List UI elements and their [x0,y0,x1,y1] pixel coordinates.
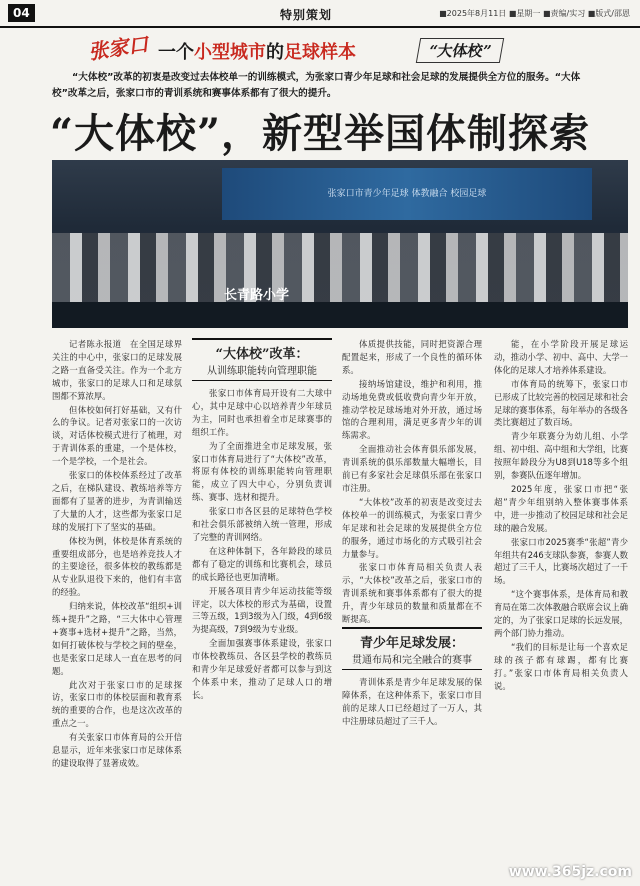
paragraph: 体校为例，体校是体育系统的重要组成部分，也是培养竞技人才的主要途径，很多体校的教练都是从专业队退役下来的，他们有丰富的经验。 [52,535,182,598]
column-3 [342,338,482,729]
paragraph: 张家口市各区县的足球特色学校和社会俱乐部被纳入统一管理，形成了完整的青训网络。 [192,506,332,542]
lead-paragraph: “大体校”改革的初衷是改变过去体校单一的训练模式，为张家口青少年足球和社会足球的发展提供全方位的服务。“大体校”改革之后，张家口市的青训系统和赛事体系都有了很大的提升。 [52,72,581,99]
series-banner [88,32,568,72]
paragraph: “这个赛事体系，是体育局和教育局在第二次体教融合联席会议上确定的，为了张家口足球的长远发展，两个部门协力推动。 [494,589,628,638]
paragraph: 2025年度，张家口市把“张超”青少年组别纳入整体赛事体系中，进一步推动了校园足球和社会足球的融合发展。 [494,483,628,533]
section-title: 特别策划 [280,8,333,22]
article-body [52,338,628,868]
subheading-reform: “大体校”改革： 从训练职能转向管理职能 [192,338,332,381]
paragraph: 张家口市2025赛季“张超”青少年组共有246支球队参赛，参赛人数超过了三千人，比赛场次超过了一千场。 [494,536,628,586]
stage-banner: 张家口市青少年足球 体教融合 校园足球 [222,168,592,220]
column-4 [494,338,628,693]
paragraph: 能，在小学阶段开展足球运动，推动小学、初中、高中、大学一体化的足球人才培养体系建设。 [494,339,628,375]
paragraph: 此次对于张家口市的足球探访，张家口市的体校层面和教育系统的重要的合作，也是这次改革的重点之一。 [52,679,182,729]
page-number: 04 [8,4,35,22]
paragraph: 全面加强赛事体系建设，张家口市体校教练员、各区县学校的教练员和青少年足球爱好者都可以参与到这个体系中来，推动了足球人口的增长。 [192,638,332,700]
page-header [0,0,640,28]
paragraph: 市体育局的统筹下，张家口市已形成了比较完善的校园足球和社会足球的赛事体系，每年举办的各级各类比赛超过了数百场。 [494,378,628,428]
watermark: www.365jz.com [508,864,632,880]
paragraph: 全面推动社会体育俱乐部发展，青训系统的俱乐部数量大幅增长，目前已有多家社会足球俱乐部在张家口市注册。 [342,444,482,493]
paragraph: 有关张家口市体育局的公开信息显示，近年来张家口市足球体系的建设取得了显著成效。 [52,732,182,768]
paragraph: 接纳场馆建设，维护和利用，推动场地免费或低收费向青少年开放，推动学校足球场地对外开放，通过场馆的合理利用，满足更多青少年的训练需求。 [342,378,482,441]
school-label: 长青路小学 [224,288,290,303]
news-photo [52,160,628,328]
paragraph: 体质提供技能，同时把资源合理配置起来，形成了一个良性的循环体系。 [342,339,482,375]
series-brand: 张家口 [86,31,150,65]
paragraph: 张家口市体育局开设有二大球中心，其中足球中心以培养青少年球员为主，同时也承担着全市足球赛事的组织工作。 [192,388,332,437]
paragraph: 为了全面推进全市足球发展，张家口市体育局进行了“大体校”改革，将原有体校的训练职能转向管理职能，成立了四大中心，分别负责训练、赛事、选材和提升。 [192,440,332,503]
series-tag: “大体校” [416,38,505,63]
column-1 [52,338,182,771]
subheading-youth: 青少年足球发展： 贯通布局和完全融合的赛事 [342,627,482,670]
paragraph: 记者陈永报道 在全国足球界关注的中心中，张家口的足球发展之路一直备受关注。作为一个北方城市，张家口的足球人口和足球氛围都不算浓厚。 [52,339,182,401]
photo-floor [52,302,628,328]
paragraph: 在这种体制下，各年龄段的球员都有了稳定的训练和比赛机会，球员的成长路径也更加清晰。 [192,545,332,582]
paragraph: “我们的目标是让每一个喜欢足球的孩子都有球踢，都有比赛打。”张家口市体育局相关负责人说。 [494,641,628,691]
series-title: 一个小型城市的足球样本 [158,42,356,63]
paragraph: 但体校如何打好基础，又有什么的争议。记者对张家口的一次访谈，对话体校模式进行了梳理，对于青训体系的重建，一个是体校，一个是学校，一个是社会。 [52,404,182,467]
paragraph: 张家口市体育局相关负责人表示，“大体校”改革之后，张家口市的青训系统和赛事体系都有了很大的提升，青少年球员的数量和质量都在不断提高。 [342,562,482,625]
paragraph: 青训体系是青少年足球发展的保障体系，在这种体系下，张家口市目前的足球人口已经超过了一万人，其中注册球员超过了三千人。 [342,676,482,726]
issue-info: ■2025年8月11日 ■星期一 ■责编/实习 ■版式/邵恩 [439,9,630,18]
paragraph: “大体校”改革的初衷是改变过去体校单一的训练模式，为张家口青少年足球和社会足球的发展提供全方位的服务，通过市场化的方式吸引社会力量参与。 [342,496,482,559]
column-2 [192,338,332,703]
paragraph: 张家口的体校体系经过了改革之后，在梯队建设、教练培养等方面都有了显著的进步，为青训输送了大量的人才，这些都为张家口足球的发展打下了坚实的基础。 [52,470,182,532]
paragraph: 归纳来说，体校改革“组织+训练+提升”之路，“三大体中心管理+赛事+选材+提升”之路，当然，如何打破体校与学校之间的壁垒，也是张家口足球人一直在思考的问题。 [52,601,182,676]
headline: “大体校”，新型举国体制探索 [49,110,590,157]
paragraph: 开展各项目青少年运动技能等级评定，以大体校的形式为基础，设置三等五级，1到3级为入门级，4到6级为提高级，7到9级为专业级。 [192,585,332,635]
paragraph: 青少年联赛分为幼儿组、小学组、初中组、高中组和大学组，比赛按照年龄段分为U8到U18等多个组别，参赛队伍逐年增加。 [494,431,628,481]
